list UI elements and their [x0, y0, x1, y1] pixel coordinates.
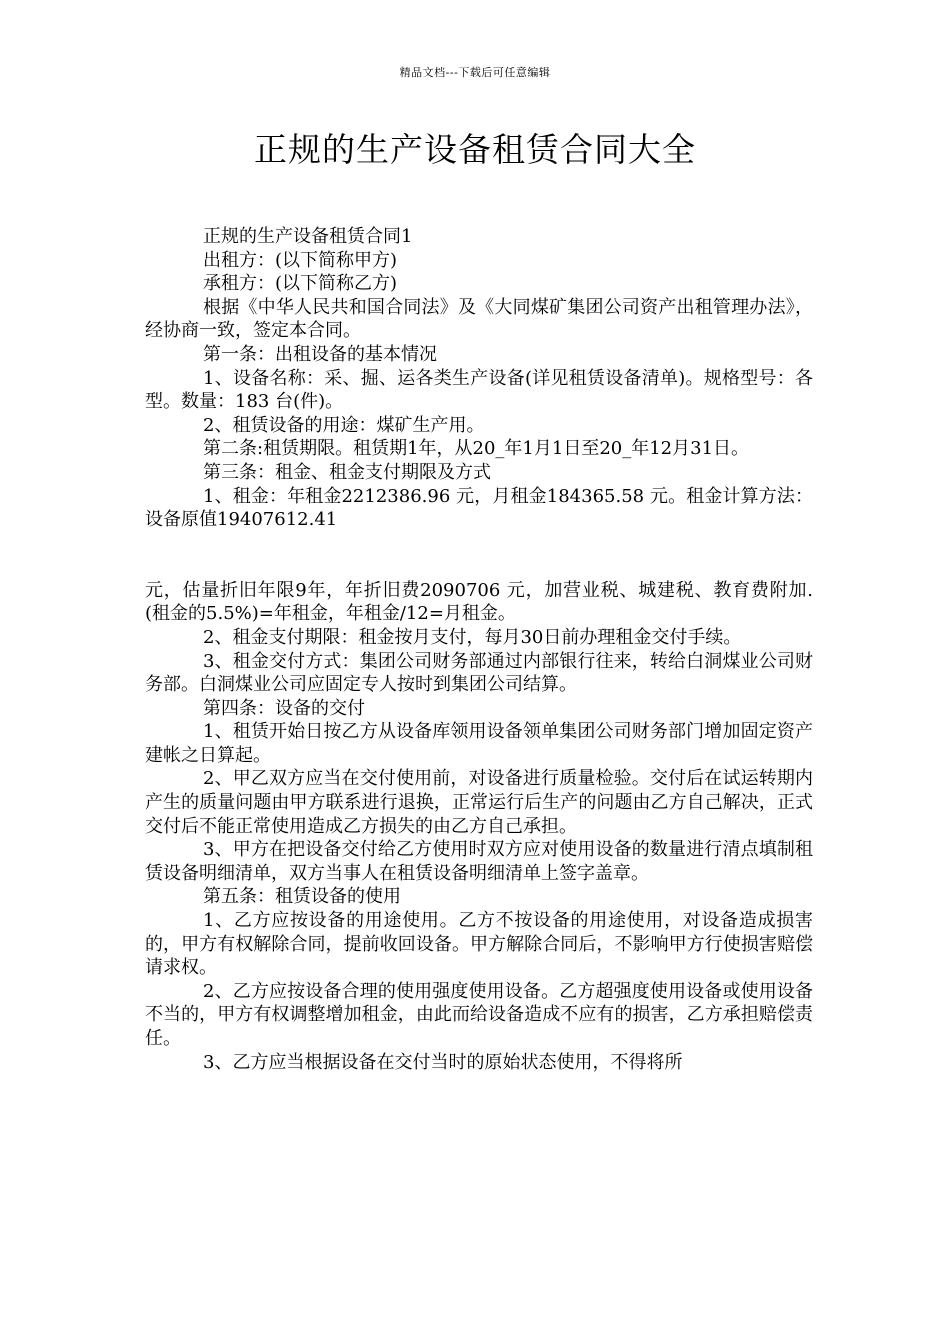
contract-subtitle: 正规的生产设备租赁合同1 [203, 226, 413, 247]
page-header-note: 精品文档---下载后可任意编辑 [399, 66, 551, 79]
article-1-clause-1: 1、设备名称：采、掘、运各类生产设备(详见租赁设备清单)。规格型号：各型。数量：183 台(件)。 [145, 367, 813, 413]
document-body [145, 225, 813, 1074]
lessor-line: 出租方：(以下简称甲方) [203, 249, 398, 271]
article-3-clause-3: 3、租金交付方式：集团公司财务部通过内部银行往来，转给白洞煤业公司财务部。白洞煤业公司应固定专人按时到集团公司结算。 [145, 650, 813, 696]
article-1-heading: 第一条：出租设备的基本情况 [203, 343, 437, 365]
preamble-paragraph: 根据《中华人民共和国合同法》及《大同煤矿集团公司资产出租管理办法》，经协商一致，签定本合同。 [145, 296, 813, 342]
article-4-clause-3: 3、甲方在把设备交付给乙方使用时双方应对使用设备的数量进行清点填制租赁设备明细清单，双方当事人在租赁设备明细清单上签字盖章。 [145, 839, 813, 884]
article-3-clause-2: 2、租金支付期限：租金按月支付，每月30日前办理租金交付手续。 [203, 626, 742, 648]
article-2-paragraph: 第二条:租赁期限。租赁期1年，从20_年1月1日至20_年12月31日。 [203, 438, 750, 460]
article-3-clause-1-continued: 元，估量折旧年限9年，年折旧费2090706 元，加营业税、城建税、教育费附加.(租金的5.5%)=年租金，年租金/12=月租金。 [145, 579, 813, 625]
article-5-clause-3: 3、乙方应当根据设备在交付当时的原始状态使用，不得将所 [203, 1051, 683, 1073]
article-4-heading: 第四条：设备的交付 [203, 697, 365, 719]
article-3-clause-1: 1、租金：年租金2212386.96 元，月租金184365.58 元。租金计算方法：设备原值19407612.41 [145, 485, 813, 531]
article-5-clause-2: 2、乙方应按设备合理的使用强度使用设备。乙方超强度使用设备或使用设备不当的，甲方有权调整增加租金，由此而给设备造成不应有的损害，乙方承担赔偿责任。 [145, 980, 813, 1049]
article-4-clause-2: 2、甲乙双方应当在交付使用前，对设备进行质量检验。交付后在试运转期内产生的质量问题由甲方联系进行退换，正常运行后生产的问题由乙方自己解决，正式交付后不能正常使用造成乙方损失的由乙方自己承担。 [145, 768, 813, 837]
document-title: 正规的生产设备租赁合同大全 [254, 130, 696, 169]
page-gap [145, 532, 813, 579]
article-5-clause-1: 1、乙方应按设备的用途使用。乙方不按设备的用途使用，对设备造成损害的，甲方有权解除合同，提前收回设备。甲方解除合同后，不影响甲方行使损害赔偿请求权。 [145, 910, 813, 979]
article-5-heading: 第五条：租赁设备的使用 [203, 886, 401, 908]
lessee-line: 承租方：(以下简称乙方) [203, 273, 398, 295]
article-4-clause-1: 1、租赁开始日按乙方从设备库领用设备领单集团公司财务部门增加固定资产建帐之日算起。 [145, 721, 813, 766]
article-3-heading: 第三条：租金、租金支付期限及方式 [203, 461, 491, 483]
article-1-clause-2: 2、租赁设备的用途：煤矿生产用。 [203, 414, 485, 436]
